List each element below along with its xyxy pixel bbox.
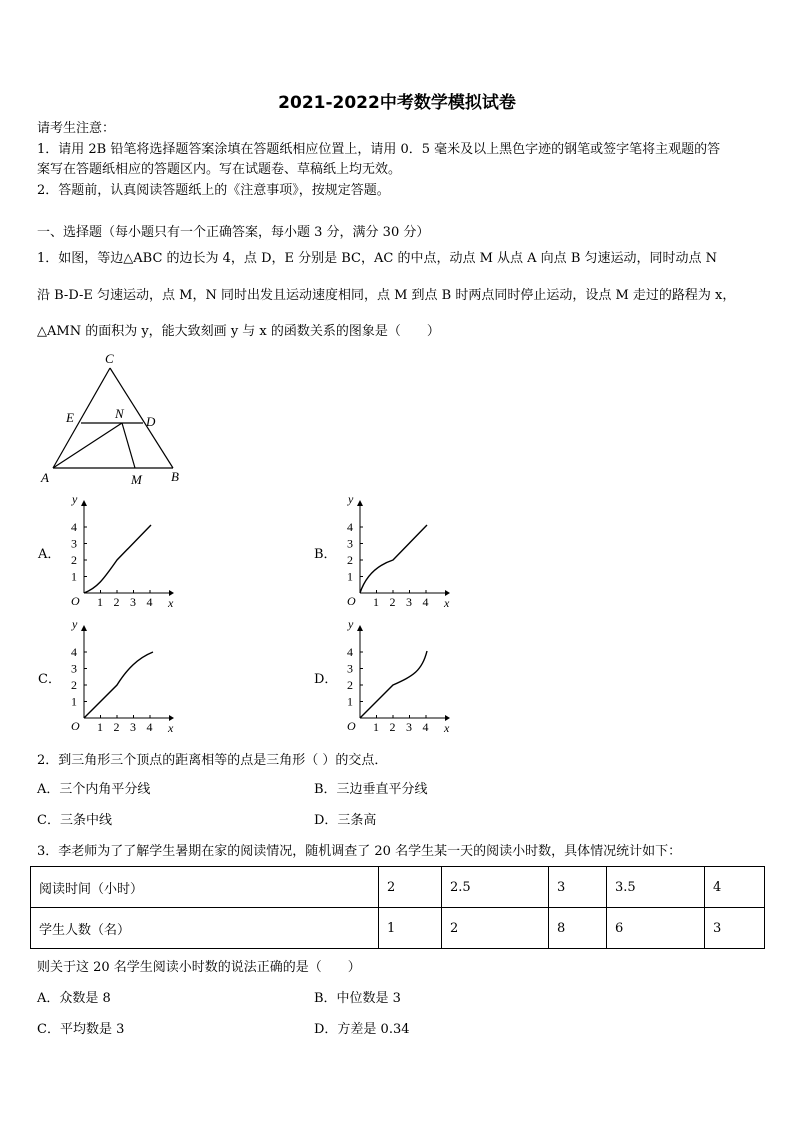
table-cell: 2.5 <box>442 867 549 908</box>
question-3-question: 则关于这 20 名学生阅读小时数的说法正确的是（ ） <box>37 960 361 975</box>
function-curve <box>360 525 427 593</box>
question-1-line: 沿 B-D-E 匀速运动，点 M，N 同时出发且运动速度相同，点 M 到点 B 时两点同时停止运动，设点 M 走过的路程为 x， <box>37 288 736 303</box>
option-b-label: B． <box>314 547 337 562</box>
option-d-label: D． <box>314 672 338 687</box>
table-cell: 3 <box>549 867 607 908</box>
axis-origin-label: O <box>71 719 80 733</box>
y-tick-label: 2 <box>71 678 77 692</box>
x-axis-arrow <box>169 715 174 721</box>
vertex-label-n: N <box>115 406 124 421</box>
question-3-option-c: C．平均数是 3 <box>37 1022 125 1037</box>
y-tick-label: 3 <box>347 536 353 551</box>
x-axis-arrow <box>445 715 450 721</box>
y-tick-label: 2 <box>71 553 77 567</box>
question-3-stem: 3．李老师为了了解学生暑期在家的阅读情况，随机调查了 20 名学生某一天的阅读小时数，具体情况统计如下： <box>37 844 682 859</box>
y-tick-label: 4 <box>71 645 77 659</box>
question-2-option-d: D．三条高 <box>314 813 377 828</box>
vertex-label-c: C <box>105 351 114 366</box>
function-curve <box>360 651 427 718</box>
table-cell: 学生人数（名） <box>31 908 379 949</box>
y-tick-label: 1 <box>71 694 77 709</box>
option-a-label: A． <box>38 547 61 562</box>
y-axis-label: y <box>348 617 354 631</box>
notice-heading: 请考生注意： <box>37 121 116 136</box>
y-tick-label: 4 <box>347 645 353 659</box>
x-axis-label: x <box>444 721 450 735</box>
question-2-stem: 2．到三角形三个顶点的距离相等的点是三角形（ ）的交点． <box>37 753 388 768</box>
table-cell: 阅读时间（小时） <box>31 867 379 908</box>
y-tick-label: 3 <box>71 661 77 676</box>
question-2-option-c: C．三条中线 <box>37 813 112 828</box>
function-curve <box>84 652 153 718</box>
x-tick-label: 4 <box>422 595 429 609</box>
vertex-label-m: M <box>131 472 142 487</box>
table-cell: 3 <box>705 908 765 949</box>
x-tick-label: 1 <box>97 595 103 609</box>
x-tick-label: 2 <box>389 595 396 609</box>
question-3-option-a: A．众数是 8 <box>37 991 111 1006</box>
question-1-line: 1．如图，等边△ABC 的边长为 4，点 D，E 分别是 BC，AC 的中点，动点 M 从点 A 向点 B 匀速运动，同时动点 N <box>37 251 718 266</box>
x-tick-label: 2 <box>113 720 120 734</box>
table-row <box>31 908 765 949</box>
y-axis-arrow <box>357 500 363 506</box>
question-3-option-b: B．中位数是 3 <box>314 991 401 1006</box>
x-axis-arrow <box>445 590 450 596</box>
question-1-line: △AMN 的面积为 y，能大致刻画 y 与 x 的函数关系的图象是（ ） <box>37 324 440 339</box>
y-tick-label: 3 <box>71 536 77 551</box>
x-tick-label: 3 <box>130 720 136 734</box>
table-cell: 3.5 <box>607 867 705 908</box>
vertex-label-a: A <box>41 470 49 485</box>
y-tick-label: 1 <box>347 694 353 709</box>
x-tick-label: 3 <box>406 720 412 734</box>
y-tick-label: 1 <box>347 569 353 584</box>
notice-line: 2．答题前，认真阅读答题纸上的《注意事项》，按规定答题。 <box>37 183 390 198</box>
y-tick-label: 2 <box>347 678 353 692</box>
function-curve <box>84 525 151 593</box>
question-3-option-d: D．方差是 0.34 <box>314 1022 410 1037</box>
option-c-label: C． <box>38 672 61 687</box>
vertex-label-b: B <box>171 469 179 484</box>
vertex-label-e: E <box>66 410 74 425</box>
question-2-option-b: B．三边垂直平分线 <box>314 782 428 797</box>
x-axis-label: x <box>168 721 174 735</box>
y-axis-label: y <box>72 492 78 506</box>
notice-line: 案写在答题纸相应的答题区内。写在试题卷、草稿纸上均无效。 <box>37 162 402 177</box>
y-axis-label: y <box>72 617 78 631</box>
y-axis-arrow <box>81 625 87 631</box>
table-cell: 2 <box>379 867 442 908</box>
y-tick-label: 4 <box>347 520 353 534</box>
x-tick-label: 1 <box>373 720 379 734</box>
table-cell: 4 <box>705 867 765 908</box>
y-tick-label: 4 <box>71 520 77 534</box>
y-axis-arrow <box>357 625 363 631</box>
x-axis-label: x <box>168 596 174 610</box>
table-cell: 2 <box>442 908 549 949</box>
y-tick-label: 2 <box>347 553 353 567</box>
x-tick-label: 1 <box>97 720 103 734</box>
y-axis-arrow <box>81 500 87 506</box>
triangle-figure <box>38 350 188 490</box>
x-tick-label: 2 <box>389 720 396 734</box>
x-tick-label: 4 <box>146 595 153 609</box>
axis-origin-label: O <box>347 719 356 733</box>
x-tick-label: 4 <box>422 720 429 734</box>
question-2-option-a: A．三个内角平分线 <box>37 782 151 797</box>
table-row <box>31 867 765 908</box>
x-axis-label: x <box>444 596 450 610</box>
table-cell: 8 <box>549 908 607 949</box>
y-tick-label: 1 <box>71 569 77 584</box>
x-tick-label: 3 <box>130 595 136 609</box>
table-cell: 1 <box>379 908 442 949</box>
x-axis-arrow <box>169 590 174 596</box>
x-tick-label: 2 <box>113 595 120 609</box>
axis-origin-label: O <box>71 594 80 608</box>
section-heading: 一、选择题（每小题只有一个正确答案，每小题 3 分，满分 30 分） <box>37 225 430 240</box>
x-tick-label: 1 <box>373 595 379 609</box>
table-cell: 6 <box>607 908 705 949</box>
y-tick-label: 3 <box>347 661 353 676</box>
reading-table <box>30 866 765 949</box>
page-title: 2021-2022中考数学模拟试卷 <box>278 93 516 113</box>
axis-origin-label: O <box>347 594 356 608</box>
x-tick-label: 3 <box>406 595 412 609</box>
y-axis-label: y <box>348 492 354 506</box>
vertex-label-d: D <box>146 414 156 429</box>
notice-line: 1．请用 2B 铅笔将选择题答案涂填在答题纸相应位置上，请用 0．5 毫米及以上黑色字迹的钢笔或签字笔将主观题的答 <box>37 142 721 157</box>
x-tick-label: 4 <box>146 720 153 734</box>
